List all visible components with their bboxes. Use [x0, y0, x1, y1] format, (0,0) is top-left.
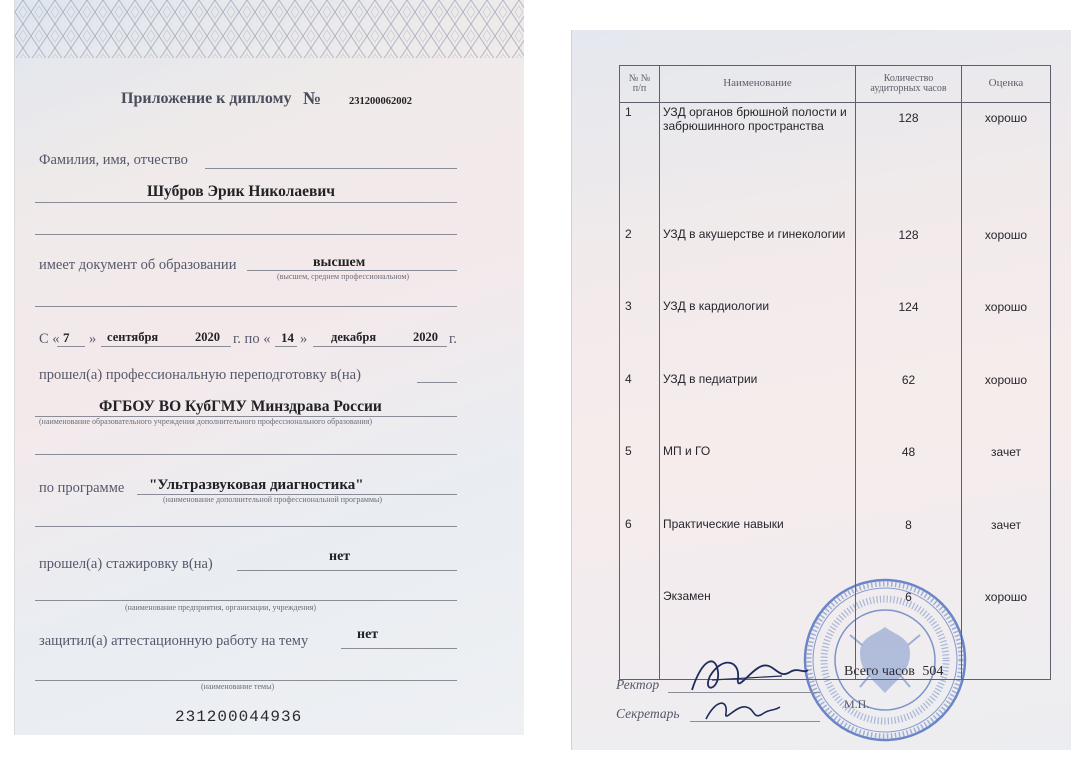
program-value: "Ультразвуковая диагностика"	[149, 477, 364, 493]
serial-number: 231200044936	[175, 708, 303, 726]
blank-line	[35, 234, 457, 235]
period-end: г.	[449, 331, 457, 347]
row-name: Практические навыки	[660, 515, 856, 588]
row-number: 3	[620, 297, 660, 370]
edu-caption: (высшем, среднем профессиональном)	[277, 272, 410, 281]
total-value: 504	[922, 664, 944, 679]
header-name: Наименование	[660, 66, 856, 103]
period-line-day2	[275, 346, 297, 347]
secretary-label: Секретарь	[616, 706, 680, 721]
fio-line-2	[35, 202, 457, 203]
thesis-line	[341, 648, 457, 649]
period-from-day: 7	[63, 330, 70, 345]
mp-label: М.П.	[844, 697, 870, 711]
institution-value: ФГБОУ ВО КубГМУ Минздрава России	[99, 398, 382, 415]
thesis-label: защитил(а) аттестационную работу на тему	[39, 633, 309, 649]
row-grade: хорошо	[962, 370, 1051, 443]
table-row	[620, 442, 1051, 515]
retraining-label: прошел(а) профессиональную переподготовку в(на)	[39, 367, 361, 383]
period-line-month2	[313, 346, 447, 347]
number-sign: №	[303, 88, 322, 108]
row-number: 4	[620, 370, 660, 443]
internship-line	[237, 570, 457, 571]
edu-value: высшем	[313, 255, 366, 270]
total-hours	[844, 664, 943, 680]
internship-line-2	[35, 600, 457, 601]
thesis-value: нет	[357, 627, 379, 642]
thesis-line-2	[35, 680, 457, 681]
row-name: УЗД в акушерстве и гинекологии	[660, 225, 856, 298]
program-label: по программе	[39, 480, 125, 496]
retraining-line	[417, 382, 457, 383]
row-hours: 6	[856, 587, 962, 660]
fio-line	[205, 168, 457, 169]
table-header-row	[620, 66, 1051, 103]
official-stamp	[800, 575, 970, 745]
table-row	[620, 370, 1051, 443]
row-number: 1	[620, 103, 660, 225]
row-grade: хорошо	[962, 297, 1051, 370]
blank-line-3	[35, 454, 457, 455]
table-row	[620, 225, 1051, 298]
header-grade: Оценка	[962, 66, 1051, 103]
row-name: МП и ГО	[660, 442, 856, 515]
row-hours: 48	[856, 442, 962, 515]
period-to-year: 2020	[413, 330, 438, 344]
appendix-title: Приложение к диплому	[121, 90, 292, 107]
row-number	[620, 587, 660, 660]
row-name: УЗД в педиатрии	[660, 370, 856, 443]
total-label: Всего часов	[844, 664, 915, 679]
row-grade: хорошо	[962, 103, 1051, 225]
fio-value: Шубров Эрик Николаевич	[147, 183, 336, 200]
row-name: Экзамен	[660, 587, 856, 660]
internship-value: нет	[329, 549, 351, 564]
row-grade: хорошо	[962, 225, 1051, 298]
row-hours: 128	[856, 225, 962, 298]
period-from-month: сентября	[107, 330, 159, 344]
table-row	[620, 103, 1051, 225]
period-from-prefix: С «	[39, 331, 60, 347]
period-line-day	[57, 346, 85, 347]
period-to-day: 14	[281, 330, 294, 345]
row-hours: 62	[856, 370, 962, 443]
header-num: № № п/п	[620, 66, 660, 103]
filler-cell	[962, 660, 1051, 680]
institution-caption: (наименование образовательного учреждения дополнительного профессионального образования)	[39, 417, 372, 426]
row-grade: зачет	[962, 442, 1051, 515]
table-row	[620, 297, 1051, 370]
internship-label: прошел(а) стажировку в(на)	[39, 556, 213, 572]
diploma-appendix-left-page	[14, 0, 524, 735]
diploma-number: 231200062002	[349, 96, 412, 107]
row-number: 2	[620, 225, 660, 298]
guilloche-border	[15, 0, 524, 62]
row-hours: 8	[856, 515, 962, 588]
internship-caption: (наименование предприятия, организации, учреждения)	[125, 603, 317, 612]
row-grade: зачет	[962, 515, 1051, 588]
diploma-appendix-right-page	[571, 30, 1071, 750]
period-mid: г. по «	[233, 331, 271, 347]
header-hours: Количество аудиторных часов	[856, 66, 962, 103]
thesis-caption: (наименование темы)	[201, 682, 275, 691]
program-caption: (наименование дополнительной профессиональной программы)	[163, 495, 383, 504]
rector-signature	[682, 650, 812, 700]
fio-label: Фамилия, имя, отчество	[39, 152, 188, 168]
blank-line-2	[35, 306, 457, 307]
period-to-month: декабря	[331, 330, 377, 344]
row-number: 5	[620, 442, 660, 515]
period-quote-1: »	[89, 331, 97, 347]
rector-label: Ректор	[616, 677, 660, 692]
period-quote-2: »	[300, 331, 308, 347]
blank-line-4	[35, 526, 457, 527]
row-name: УЗД в кардиологии	[660, 297, 856, 370]
row-name: УЗД органов брюшной полости и забрюшинного пространства	[660, 103, 856, 225]
row-number: 6	[620, 515, 660, 588]
row-hours: 124	[856, 297, 962, 370]
row-hours: 128	[856, 103, 962, 225]
edu-label: имеет документ об образовании	[39, 257, 237, 273]
edu-line	[247, 270, 457, 271]
row-grade: хорошо	[962, 587, 1051, 660]
period-line-month	[101, 346, 231, 347]
period-from-year: 2020	[195, 330, 220, 344]
secretary-signature	[702, 695, 782, 725]
